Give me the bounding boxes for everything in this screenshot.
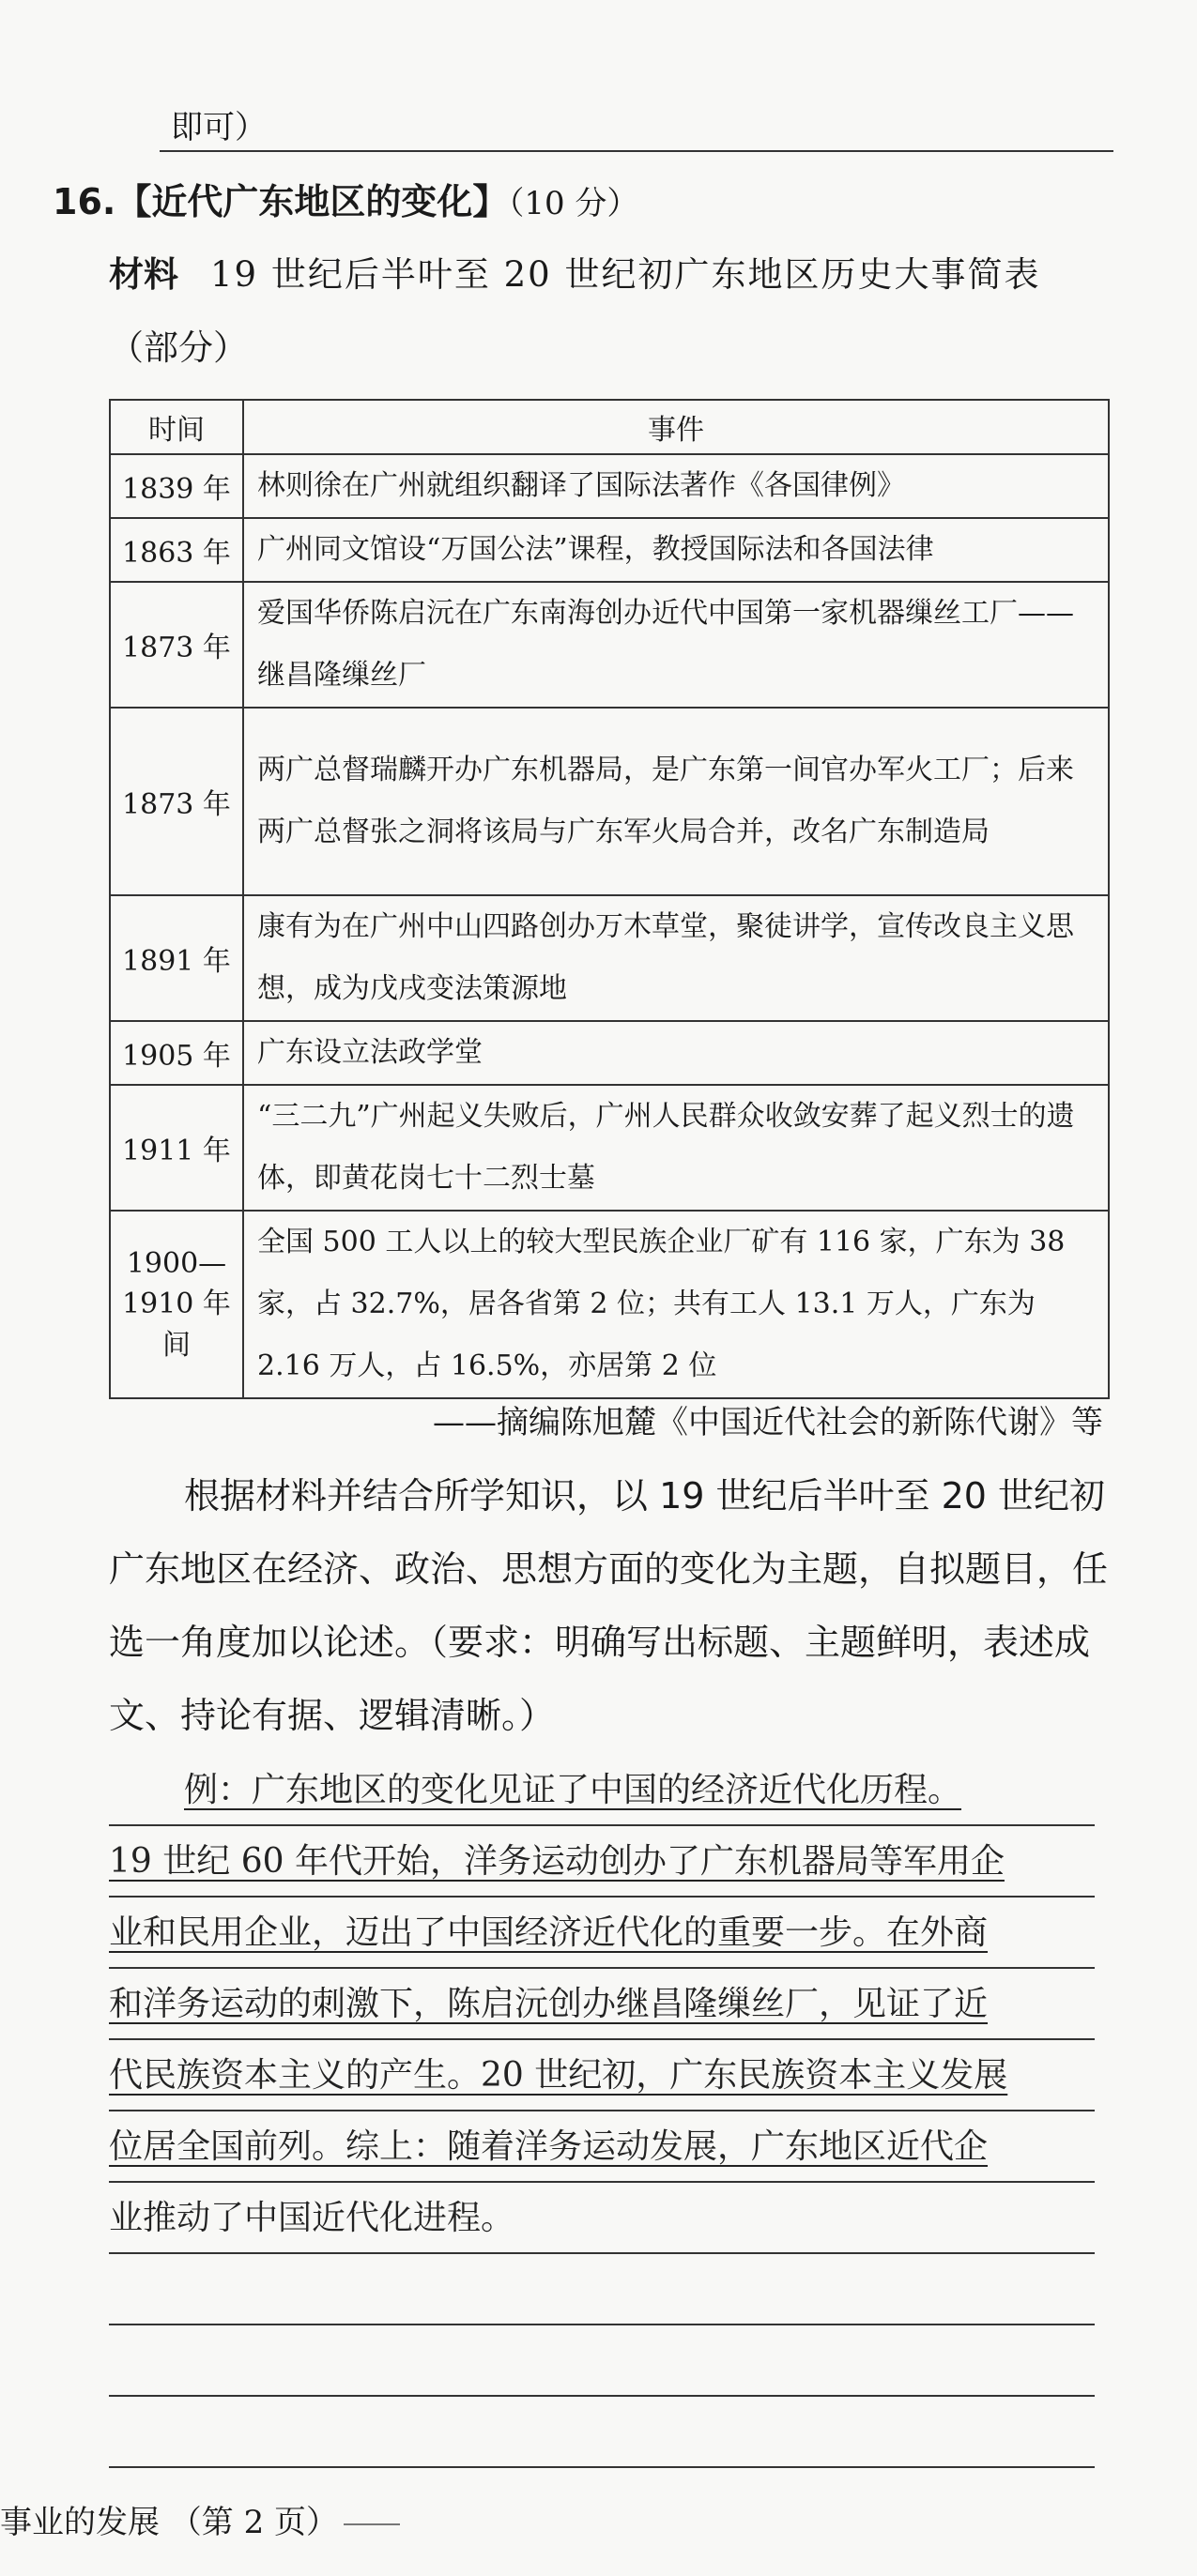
row-event: 广州同文馆设“万国公法”课程，教授国际法和各国法律	[243, 518, 1109, 582]
row-year: 1873 年	[110, 708, 243, 895]
question-score: （10 分）	[508, 185, 639, 222]
footer-dash	[344, 2523, 400, 2525]
row-event: 林则徐在广州就组织翻译了国际法著作《各国律例》	[243, 454, 1109, 518]
answer-line-text: 例：广东地区的变化见证了中国的经济近代化历程。	[184, 1771, 962, 1809]
row-event: “三二九”广州起义失败后，广州人民群众收敛安葬了起义烈士的遗体，即黄花岗七十二烈士墓	[243, 1085, 1109, 1211]
row-event: 广东设立法政学堂	[243, 1021, 1109, 1085]
answer-line-text: 代民族资本主义的产生。20 世纪初，广东民族资本主义发展	[109, 2056, 1008, 2095]
table-row	[110, 454, 1109, 518]
answer-area	[109, 1755, 1095, 2468]
answer-line[interactable]	[109, 2040, 1095, 2111]
table-row	[110, 895, 1109, 1021]
answer-line-text: 业推动了中国近代化进程。	[109, 2199, 515, 2237]
footer-text: 事业的发展 （第 2 页）	[0, 2504, 339, 2541]
table-row	[110, 708, 1109, 895]
table-row	[110, 1211, 1109, 1398]
header-time: 时间	[110, 400, 243, 454]
answer-rule-top	[160, 150, 1113, 152]
table-row	[110, 518, 1109, 582]
row-year: 1900—1910 年间	[110, 1211, 243, 1398]
row-year: 1873 年	[110, 582, 243, 708]
question-number: 16.	[53, 181, 116, 222]
row-event: 爱国华侨陈启沅在广东南海创办近代中国第一家机器缫丝工厂——继昌隆缫丝厂	[243, 582, 1109, 708]
row-event: 康有为在广州中山四路创办万木草堂，聚徒讲学，宣传改良主义思想，成为戊戌变法策源地	[243, 895, 1109, 1021]
material-source: ——摘编陈旭麓《中国近代社会的新陈代谢》等	[433, 1404, 1103, 1441]
row-year: 1905 年	[110, 1021, 243, 1085]
material-label: 材料	[109, 254, 178, 295]
row-event: 全国 500 工人以上的较大型民族企业厂矿有 116 家，广东为 38 家，占 32.7%，居各省第 2 位；共有工人 13.1 万人，广东为 2.16 万人，占 16.5%，亦居第 2 位	[243, 1211, 1109, 1398]
row-event: 两广总督瑞麟开办广东机器局，是广东第一间官办军火工厂；后来两广总督张之洞将该局与广东军火局合并，改名广东制造局	[243, 708, 1109, 895]
material-intro	[109, 246, 1040, 297]
question-title: 【近代广东地区的变化】	[115, 181, 509, 222]
answer-line-blank[interactable]	[109, 2397, 1095, 2468]
events-table	[109, 399, 1110, 1399]
question-prompt: 根据材料并结合所学知识，以 19 世纪后半叶至 20 世纪初广东地区在经济、政治、思想方面的变化为主题，自拟题目，任选一角度加以论述。（要求：明确写出标题、主题鲜明，表述成文、持论有据、逻辑清晰。）	[109, 1475, 1109, 1736]
row-year: 1911 年	[110, 1085, 243, 1211]
answer-line[interactable]	[109, 1898, 1095, 1969]
answer-line-blank[interactable]	[109, 2254, 1095, 2325]
answer-line-text: 和洋务运动的刺激下，陈启沅创办继昌隆缫丝厂，见证了近	[109, 1985, 989, 2023]
answer-line[interactable]	[109, 1826, 1095, 1898]
table-row	[110, 582, 1109, 708]
material-intro-line2: （部分）	[109, 328, 248, 368]
table-row	[110, 1085, 1109, 1211]
answer-line-blank[interactable]	[109, 2325, 1095, 2397]
row-year: 1839 年	[110, 454, 243, 518]
header-event: 事件	[243, 400, 1109, 454]
row-year: 1863 年	[110, 518, 243, 582]
page-footer	[0, 2496, 400, 2542]
answer-line[interactable]	[109, 1969, 1095, 2040]
material-intro-line1: 19 世纪后半叶至 20 世纪初广东地区历史大事简表	[210, 254, 1041, 295]
answer-line[interactable]	[109, 1755, 1095, 1826]
answer-line-text: 19 世纪 60 年代开始，洋务运动创办了广东机器局等军用企	[109, 1842, 1005, 1881]
table-header-row	[110, 400, 1109, 454]
previous-answer-fragment: 即可）	[171, 109, 267, 146]
answer-line[interactable]	[109, 2183, 1095, 2254]
row-year: 1891 年	[110, 895, 243, 1021]
answer-line-text: 位居全国前列。综上：随着洋务运动发展，广东地区近代企	[109, 2127, 989, 2166]
table-row	[110, 1021, 1109, 1085]
question-heading	[53, 173, 638, 224]
answer-line[interactable]	[109, 2111, 1095, 2183]
answer-line-text: 业和民用企业，迈出了中国经济近代化的重要一步。在外商	[109, 1913, 989, 1952]
